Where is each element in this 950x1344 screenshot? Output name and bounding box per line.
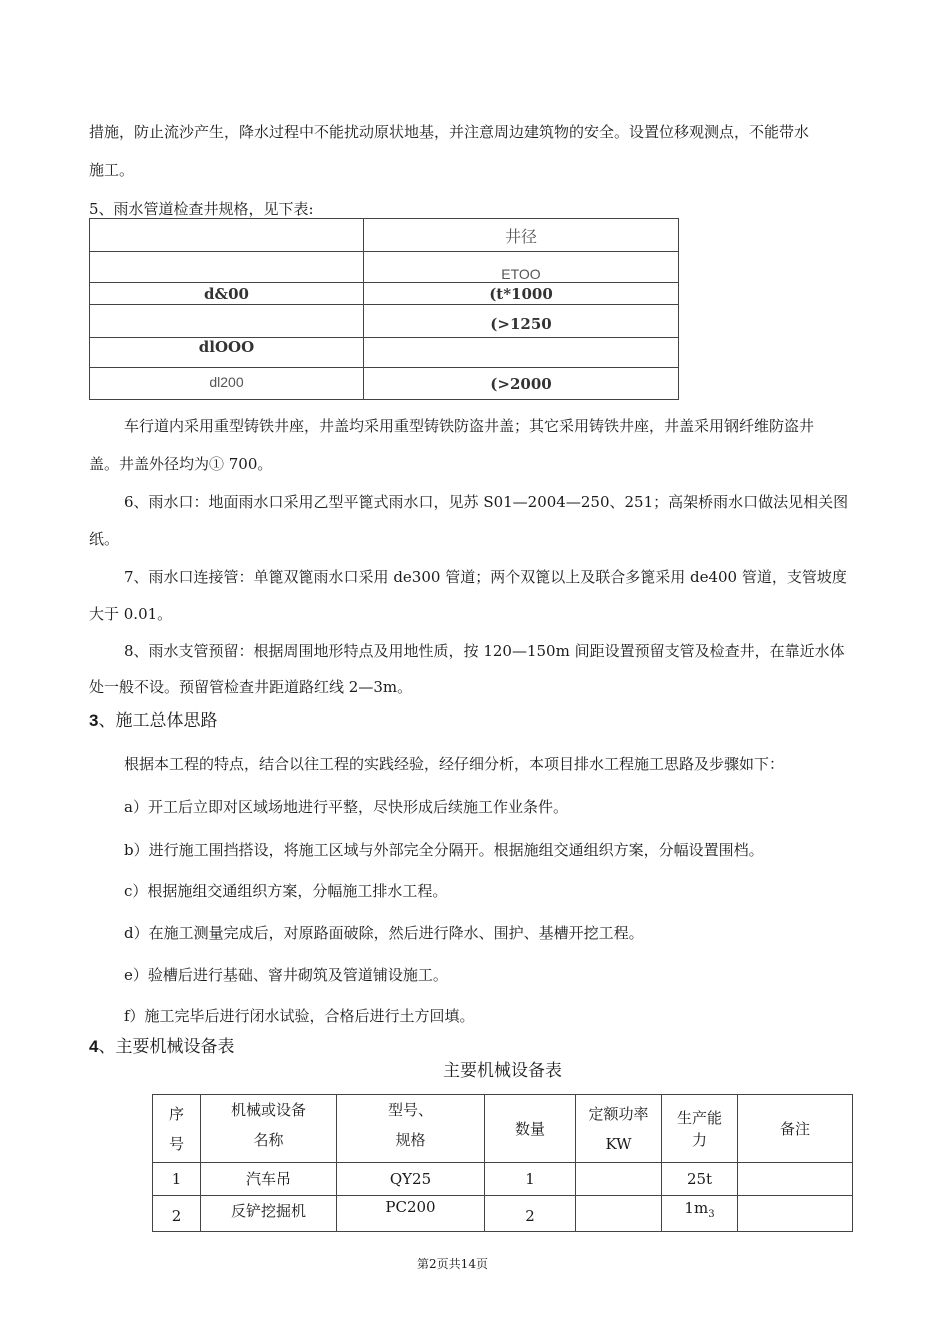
section3-number: 3 bbox=[89, 711, 99, 730]
intro-line-2: 施工。 bbox=[89, 161, 135, 179]
cell-name: 汽车吊 bbox=[201, 1163, 337, 1196]
table-row bbox=[90, 338, 679, 368]
cell-qty: 1 bbox=[485, 1163, 576, 1196]
header-qty: 数量 bbox=[485, 1095, 576, 1163]
table-row bbox=[90, 305, 679, 338]
header-name: 机械或设备 名称 bbox=[201, 1095, 337, 1163]
step-d: d）在施工测量完成后，对原路面破除，然后进行降水、围护、基槽开挖工程。 bbox=[124, 924, 644, 942]
item7-line-1: 7、雨水口连接管：单篦双篦雨水口采用 de300 管道；两个双篦以上及联合多篦采用 de400 管道，支管坡度 bbox=[124, 568, 847, 586]
table-cell bbox=[364, 338, 679, 368]
item8-line-2: 处一般不设。预留管检查井距道路红线 2—3m。 bbox=[89, 678, 413, 696]
cell-power bbox=[576, 1163, 662, 1196]
step-a: a）开工后立即对区域场地进行平整，尽快形成后续施工作业条件。 bbox=[124, 798, 568, 816]
section3-intro: 根据本工程的特点，结合以往工程的实践经验，经仔细分析，本项目排水工程施工思路及步骤如下： bbox=[124, 755, 785, 773]
table-header-row bbox=[153, 1095, 853, 1163]
cell-model: QY25 bbox=[337, 1163, 485, 1196]
item6-line-2: 纸。 bbox=[89, 530, 120, 548]
table-row bbox=[153, 1196, 853, 1232]
cover-line-1: 车行道内采用重型铸铁井座，井盖均采用重型铸铁防盗井盖；其它采用铸铁井座，井盖采用钢纤维防盗井 bbox=[124, 417, 815, 435]
table-cell bbox=[90, 252, 364, 283]
item6-line-1: 6、雨水口：地面雨水口采用乙型平篦式雨水口，见苏 S01—2004—250、251；高架桥雨水口做法见相关图 bbox=[124, 493, 849, 511]
header-capacity: 生产能 力 bbox=[662, 1095, 738, 1163]
intro-line-1: 措施，防止流沙产生，降水过程中不能扰动原状地基，并注意周边建筑物的安全。设置位移观测点，不能带水 bbox=[89, 123, 810, 141]
section4-number: 4 bbox=[89, 1037, 99, 1056]
table-cell bbox=[90, 305, 364, 338]
table-header-empty bbox=[90, 219, 364, 252]
table-cell: dl200 bbox=[90, 368, 364, 400]
table-cell: (t*1000 bbox=[364, 283, 679, 305]
header-power: 定额功率 KW bbox=[576, 1095, 662, 1163]
cell-no: 2 bbox=[153, 1196, 201, 1232]
header-model: 型号、 规格 bbox=[337, 1095, 485, 1163]
item5-title: 5、雨水管道检查井规格，见下表: bbox=[89, 200, 314, 218]
cell-name: 反铲挖掘机 bbox=[201, 1196, 337, 1232]
section4-title: 、主要机械设备表 bbox=[98, 1037, 235, 1057]
table-cell: dlOOO bbox=[90, 338, 364, 368]
cell-capacity: $1m_3$ bbox=[662, 1196, 738, 1232]
step-b: b）进行施工围挡搭设，将施工区域与外部完全分隔开。根据施组交通组织方案，分幅设置围档。 bbox=[124, 841, 764, 859]
step-c: c）根据施组交通组织方案，分幅施工排水工程。 bbox=[124, 882, 448, 900]
table-header-diameter: 井径 bbox=[364, 219, 679, 252]
page-number: 第2页共14页 bbox=[417, 1257, 488, 1271]
header-note: 备注 bbox=[738, 1095, 853, 1163]
section3-title: 、施工总体思路 bbox=[98, 711, 218, 731]
section4-heading bbox=[89, 1036, 234, 1058]
table-cell: ETOO bbox=[364, 252, 679, 283]
table-cell: (>1250 bbox=[364, 305, 679, 338]
item8-line-1: 8、雨水支管预留：根据周围地形特点及用地性质，按 120—150m 间距设置预留支管及检查井，在靠近水体 bbox=[124, 642, 845, 660]
step-e: e）验槽后进行基础、窨井砌筑及管道铺设施工。 bbox=[124, 966, 448, 984]
table-cell: d&00 bbox=[90, 283, 364, 305]
cell-no: 1 bbox=[153, 1163, 201, 1196]
cell-note bbox=[738, 1196, 853, 1232]
cell-note bbox=[738, 1163, 853, 1196]
cover-line-2: 盖。井盖外径均为① 700。 bbox=[89, 455, 273, 473]
equipment-table bbox=[152, 1094, 853, 1232]
table-row bbox=[90, 252, 679, 283]
table-row bbox=[90, 219, 679, 252]
step-f: f）施工完毕后进行闭水试验，合格后进行土方回填。 bbox=[124, 1007, 475, 1025]
equipment-table-title: 主要机械设备表 bbox=[443, 1061, 562, 1081]
cell-power bbox=[576, 1196, 662, 1232]
table-row bbox=[90, 283, 679, 305]
table-cell: (>2000 bbox=[364, 368, 679, 400]
cell-qty: 2 bbox=[485, 1196, 576, 1232]
header-no: 序 号 bbox=[153, 1095, 201, 1163]
cell-capacity: 25t bbox=[662, 1163, 738, 1196]
item7-line-2: 大于 0.01。 bbox=[89, 605, 173, 623]
manhole-spec-table bbox=[89, 218, 679, 400]
cell-model: PC200 bbox=[337, 1196, 485, 1232]
section3-heading bbox=[89, 710, 217, 732]
table-row bbox=[153, 1163, 853, 1196]
table-row bbox=[90, 368, 679, 400]
